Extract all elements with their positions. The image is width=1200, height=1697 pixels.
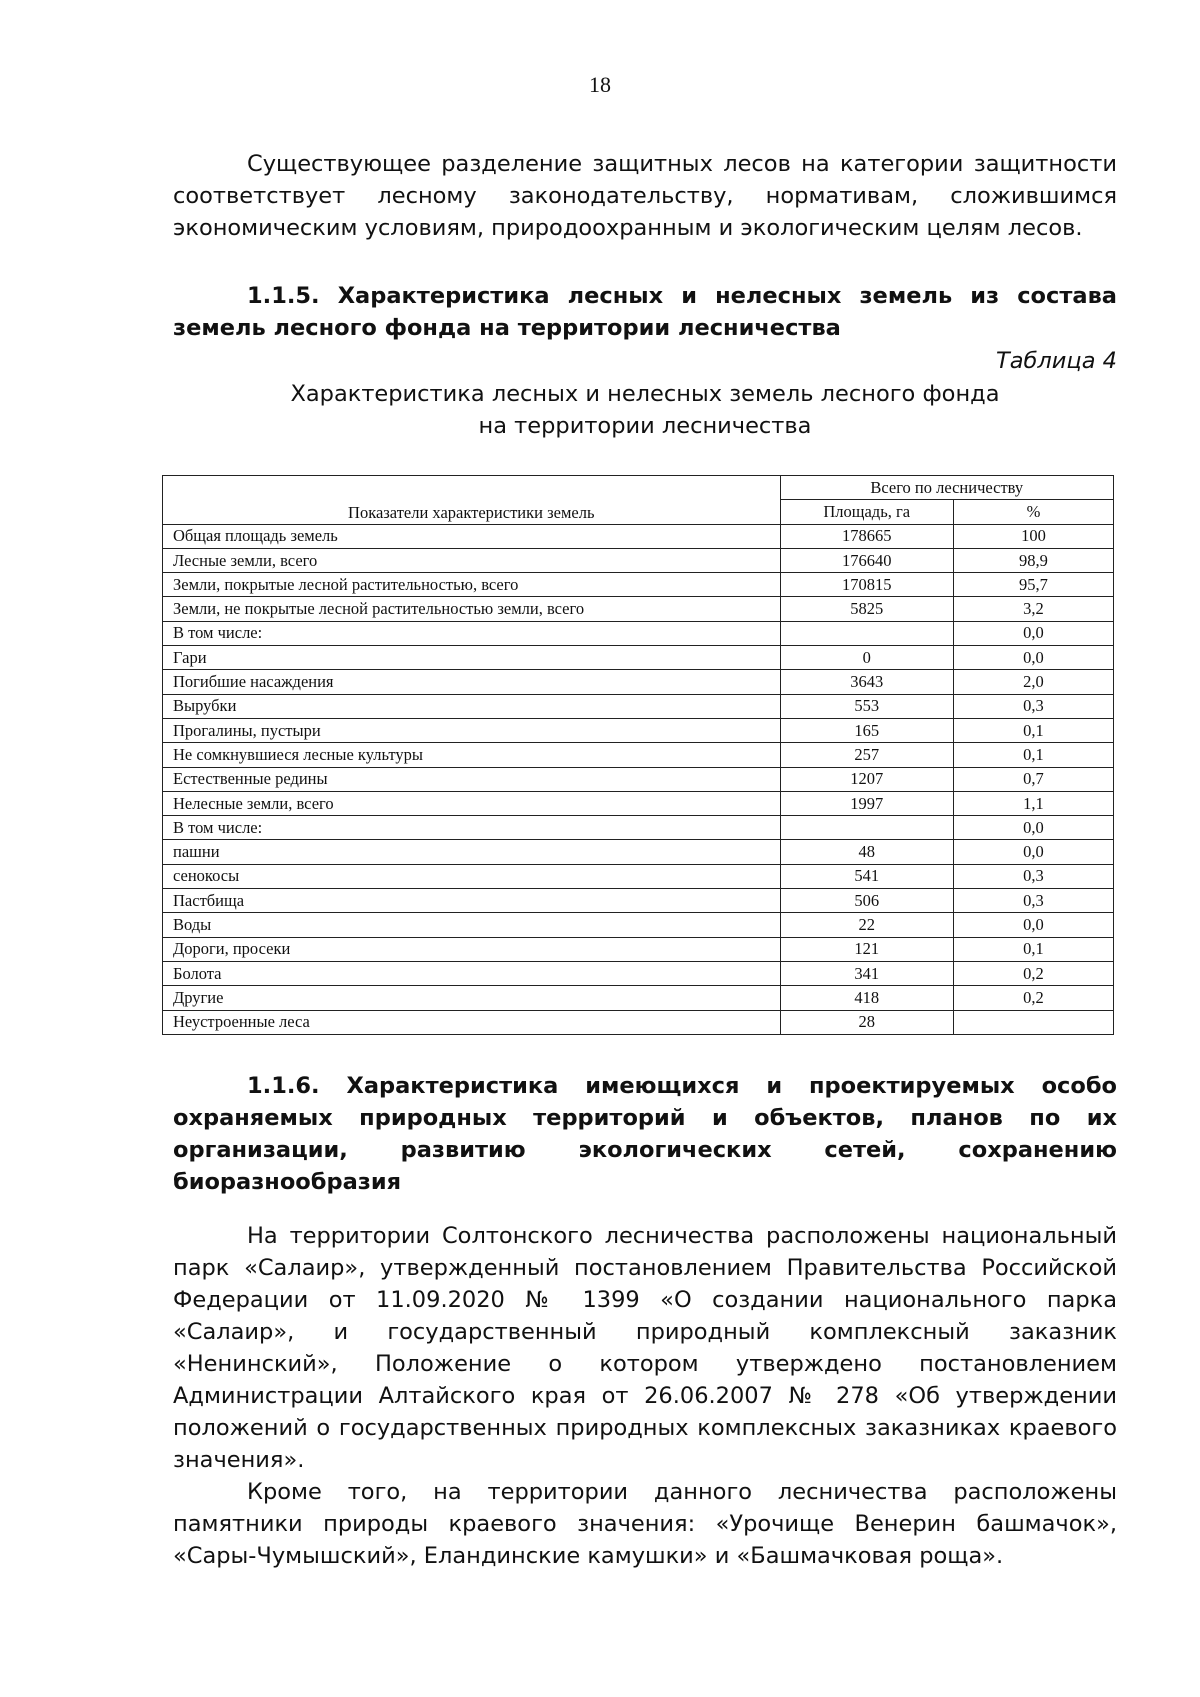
row-label: Неустроенные леса — [163, 1010, 781, 1034]
row-percent: 95,7 — [953, 573, 1113, 597]
table-row — [163, 524, 1114, 548]
row-area: 3643 — [780, 670, 953, 694]
row-area: 541 — [780, 864, 953, 888]
row-label: Болота — [163, 961, 781, 985]
row-percent: 0,7 — [953, 767, 1113, 791]
intro-paragraph: Существующее разделение защитных лесов на категории защитности соответствует лесному законодательству, нормативам, сложившимся экономическим условиям, природоохранным и экологическим целям лесов. — [173, 151, 1117, 241]
table-row — [163, 889, 1114, 913]
table-row — [163, 913, 1114, 937]
row-percent: 1,1 — [953, 791, 1113, 815]
section-115-heading: 1.1.5. Характеристика лесных и нелесных земель из состава земель лесного фонда на территории лесничества — [173, 283, 1117, 341]
row-label: Общая площадь земель — [163, 524, 781, 548]
table-row — [163, 864, 1114, 888]
table-row — [163, 743, 1114, 767]
row-label: Дороги, просеки — [163, 937, 781, 961]
header-group: Всего по лесничеству — [780, 476, 1114, 500]
row-label: Погибшие насаждения — [163, 670, 781, 694]
row-area: 28 — [780, 1010, 953, 1034]
row-percent: 0,0 — [953, 816, 1113, 840]
section-116-heading: 1.1.6. Характеристика имеющихся и проектируемых особо охраняемых природных территорий и объектов, планов по их организации, развитию экологических сетей, сохранению биоразнообразия — [173, 1073, 1117, 1195]
table-header — [163, 476, 1114, 525]
table-title-line2: на территории лесничества — [478, 413, 812, 439]
row-percent: 98,9 — [953, 548, 1113, 572]
row-percent: 0,1 — [953, 937, 1113, 961]
land-characteristics-table — [162, 475, 1114, 1035]
row-area: 22 — [780, 913, 953, 937]
table-label: Таблица 4 — [996, 348, 1117, 374]
row-area — [780, 816, 953, 840]
row-label: Вырубки — [163, 694, 781, 718]
row-area: 176640 — [780, 548, 953, 572]
table-row — [163, 670, 1114, 694]
row-percent — [953, 1010, 1113, 1034]
row-percent: 0,1 — [953, 718, 1113, 742]
table-row — [163, 548, 1114, 572]
table-row — [163, 791, 1114, 815]
row-percent: 0,3 — [953, 694, 1113, 718]
row-label: Лесные земли, всего — [163, 548, 781, 572]
row-area: 5825 — [780, 597, 953, 621]
row-area: 121 — [780, 937, 953, 961]
section-116-paragraph-1: На территории Солтонского лесничества расположены национальный парк «Салаир», утвержденный постановлением Правительства Российской Федерации от 11.09.2020 № 1399 «О создании национального парка «Салаир», и государственный природный комплексный заказник «Ненинский», Положение о котором утверждено постановлением Администрации Алтайского края от 26.06.2007 № 278 «Об утверждении положений о государственных природных комплексных заказниках краевого значения». — [173, 1223, 1117, 1473]
section-115 — [173, 280, 1117, 344]
row-area: 1997 — [780, 791, 953, 815]
row-area: 48 — [780, 840, 953, 864]
row-area: 178665 — [780, 524, 953, 548]
row-percent: 0,2 — [953, 986, 1113, 1010]
section-116-paragraph-2: Кроме того, на территории данного лесничества расположены памятники природы краевого значения: «Урочище Венерин башмачок», «Сары-Чумышский», Еландинские камушки» и «Башмачковая роща». — [173, 1479, 1117, 1569]
row-label: Естественные редины — [163, 767, 781, 791]
row-label: Земли, покрытые лесной растительностью, всего — [163, 573, 781, 597]
row-label: Гари — [163, 646, 781, 670]
row-percent: 0,1 — [953, 743, 1113, 767]
table-row — [163, 961, 1114, 985]
row-area: 506 — [780, 889, 953, 913]
row-label: Пастбища — [163, 889, 781, 913]
row-area: 553 — [780, 694, 953, 718]
row-percent: 0,0 — [953, 621, 1113, 645]
row-percent: 0,2 — [953, 961, 1113, 985]
row-percent: 0,0 — [953, 913, 1113, 937]
row-label: В том числе: — [163, 816, 781, 840]
table-body — [163, 524, 1114, 1034]
row-percent: 0,3 — [953, 889, 1113, 913]
table-row — [163, 840, 1114, 864]
row-label: пашни — [163, 840, 781, 864]
table-row — [163, 986, 1114, 1010]
row-area: 341 — [780, 961, 953, 985]
intro-block — [173, 148, 1117, 244]
row-label: Земли, не покрытые лесной растительностью земли, всего — [163, 597, 781, 621]
row-area — [780, 621, 953, 645]
row-area: 170815 — [780, 573, 953, 597]
row-label: Другие — [163, 986, 781, 1010]
table-row — [163, 937, 1114, 961]
table-row — [163, 573, 1114, 597]
row-label: В том числе: — [163, 621, 781, 645]
page-number: 18 — [589, 72, 611, 97]
row-percent: 2,0 — [953, 670, 1113, 694]
table-title-line1: Характеристика лесных и нелесных земель лесного фонда — [290, 381, 1000, 407]
table-row — [163, 718, 1114, 742]
row-percent: 0,0 — [953, 646, 1113, 670]
row-area: 0 — [780, 646, 953, 670]
row-percent: 0,3 — [953, 864, 1113, 888]
table-title — [173, 378, 1117, 442]
table-row — [163, 597, 1114, 621]
table-row — [163, 816, 1114, 840]
row-area: 418 — [780, 986, 953, 1010]
header-area: Площадь, га — [780, 500, 953, 524]
table-row — [163, 621, 1114, 645]
header-percent: % — [953, 500, 1113, 524]
row-label: Не сомкнувшиеся лесные культуры — [163, 743, 781, 767]
row-percent: 100 — [953, 524, 1113, 548]
table-row — [163, 694, 1114, 718]
header-indicator: Показатели характеристики земель — [163, 476, 781, 525]
row-label: Нелесные земли, всего — [163, 791, 781, 815]
table-row — [163, 646, 1114, 670]
row-percent: 0,0 — [953, 840, 1113, 864]
row-area: 165 — [780, 718, 953, 742]
row-label: Воды — [163, 913, 781, 937]
row-label: Прогалины, пустыри — [163, 718, 781, 742]
table-row — [163, 767, 1114, 791]
table-row — [163, 1010, 1114, 1034]
row-percent: 3,2 — [953, 597, 1113, 621]
row-label: сенокосы — [163, 864, 781, 888]
section-116 — [173, 1070, 1117, 1572]
row-area: 257 — [780, 743, 953, 767]
row-area: 1207 — [780, 767, 953, 791]
